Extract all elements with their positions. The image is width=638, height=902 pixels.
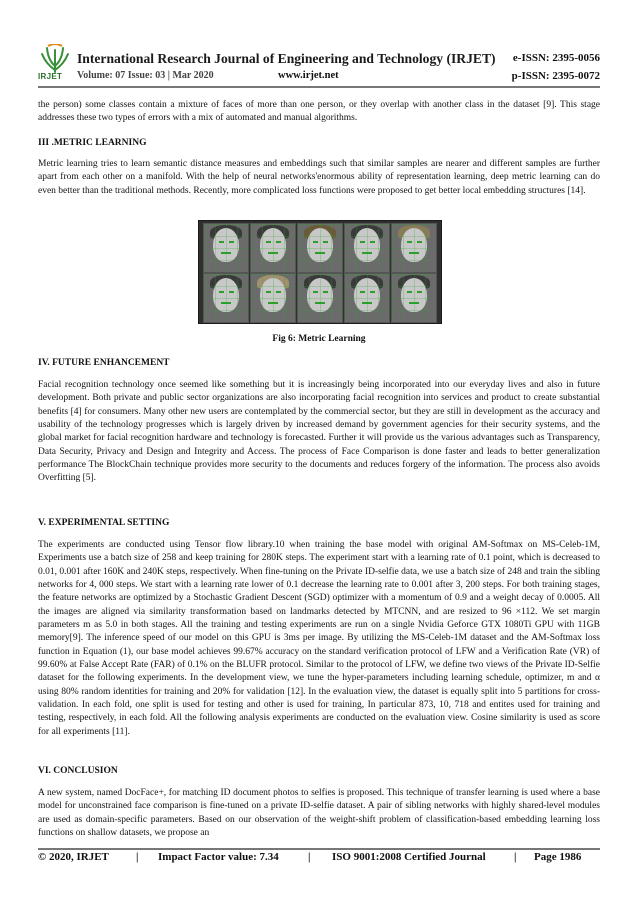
face-image — [203, 223, 249, 273]
logo-text: IRJET — [38, 72, 63, 81]
face-image — [344, 223, 390, 273]
section-heading-experimental-setting: V. EXPERIMENTAL SETTING — [38, 518, 170, 528]
footer-separator: | — [514, 851, 517, 863]
face-image — [391, 223, 437, 273]
face-image — [297, 273, 343, 323]
experimental-setting-paragraph: The experiments are conducted using Tensor flow library.10 when training the base model with original AM-Softmax on MS-Celeb-1M, Experiments use a batch size of 258 and keep training for 280K steps. The experiment start with a learning rate of 0.1 point, which is decreased to 0.01, 0.001 after 160K and 240K steps, respectively. When fine-tuning on the Private ID-selfie data, we use a batch size of 248 and train the sibling networks for 4, 000 steps. We start with a learning rate lower of 0.1 decrease the learning rate to 0.001 after 3, 200 steps. For both training stages, the feature networks are optimized by a Stochastic Gradient Descent (SGD) optimizer with a momentum of 0.9 and a weight decay of 0.0005. All the images are aligned via similarity transformation based on landmarks detected by MTCNN, and are resized to 96 ×112. We set margin parameters m as 5.0 in both stages. All the training and testing experiments are run on a single Nvidia Geforce GTX 1080Ti GPU with 11GB memory[9]. The inference speed of our model on this GPU is 3ms per image. By utilizing the MS-Celeb-1M dataset and the AM-Softmax loss function in Equation (1), our base model achieves 99.67% accuracy on the standard verification protocol of LFW and a Verification Rate (VR) of 99.60% at False Accept Rate (FAR) of 0.1% on the BLUFR protocol. Similar to the protocol of LFW, we define two views of the Private ID-Selfie dataset for the following experiments. In the development view, we tune the hyper-parameters including learning schedule, optimizer, m and α using 80% random identities for training and 20% for validation [12]. In the evaluation view, the dataset is equally split into 5 partitions for cross-validation. In each fold, one split is used for testing and other is used for training, In particular 873, 10, 718 and entites used for training and testing, respectively, in each fold. All the following analysis experiments are conducted on the evaluation view. Cosine similarity is used as score for all experiments [11]. — [38, 540, 600, 737]
conclusion-paragraph: A new system, named DocFace+, for matching ID document photos to selfies is proposed. This technique of transfer learning is used where a base model for unconstrained face comparison is fine-tuned on a private ID-selfie dataset. A pair of sibling networks with highly shared-level modules are used as domain-specific parameters. Based on our observation of the weight-shift problem of classification-based embedding learning loss functions on shallow datasets, we propose an — [38, 788, 600, 839]
face-image — [250, 273, 296, 323]
journal-footer — [38, 851, 600, 867]
footer-iso: ISO 9001:2008 Certified Journal — [332, 851, 486, 863]
face-image — [391, 273, 437, 323]
footer-impact-factor: Impact Factor value: 7.34 — [158, 851, 279, 863]
footer-separator: | — [308, 851, 311, 863]
journal-header — [0, 0, 638, 92]
section-heading-metric-learning: III .METRIC LEARNING — [38, 138, 147, 148]
future-enhancement-paragraph: Facial recognition technology once seemed like something but it is increasingly being incorporated into our everyday lives and also in future development. Both private and public sector organizations are also incorporating facial recognition into services and product to create substantial benefits [4] for consumers. Many other new users are contemplated by the commercial sector, but they are still in development as the accuracy and usability of the technology progresses which is largely driven by increased demand by government agencies for their security systems, and the global market for facial recognition hardware and technology is forecasted. Further it will provide us the various advantages such as Transparency, Data Security, Privacy and Design and Integrity and Access. The process of Face Comparison is done faster and leads to better generalization performance The BlockChain technique provides more security to the documents and reduces forgery of the information. The process also avoids Overfitting [5]. — [38, 380, 600, 484]
figure-caption: Fig 6: Metric Learning — [272, 334, 366, 344]
website-link[interactable]: www.irjet.net — [278, 70, 339, 81]
face-image — [250, 223, 296, 273]
footer-copyright: © 2020, IRJET — [38, 851, 109, 863]
footer-page-number: Page 1986 — [534, 851, 582, 863]
section-heading-future-enhancement: IV. FUTURE ENHANCEMENT — [38, 358, 170, 368]
section-heading-conclusion: VI. CONCLUSION — [38, 766, 118, 776]
eissn-label: e-ISSN: 2395-0056 — [512, 52, 600, 64]
header-divider — [38, 86, 600, 88]
pissn-label: p-ISSN: 2395-0072 — [511, 70, 600, 82]
footer-divider — [38, 848, 600, 850]
intro-paragraph: the person) some classes contain a mixture of faces of more than one person, or they overlap with another class in the dataset [9]. This stage addresses these two types of errors with a mix of automated and manual algorithms. — [38, 100, 600, 124]
face-image — [297, 223, 343, 273]
metric-learning-paragraph: Metric learning tries to learn semantic distance measures and embeddings such that similar samples are nearer and different samples are further apart from each other on a manifold. With the help of neural networks'enormous ability of representation learning, deep metric learning can do even better than the traditional methods. Recently, more complicated loss functions were proposed to get better local embedding structures [14]. — [38, 159, 600, 196]
face-image — [203, 273, 249, 323]
metric-learning-figure — [198, 220, 442, 324]
footer-separator: | — [136, 851, 139, 863]
face-image — [344, 273, 390, 323]
volume-issue: Volume: 07 Issue: 03 | Mar 2020 — [77, 70, 214, 81]
journal-title: International Research Journal of Engineering and Technology (IRJET) — [77, 51, 496, 66]
